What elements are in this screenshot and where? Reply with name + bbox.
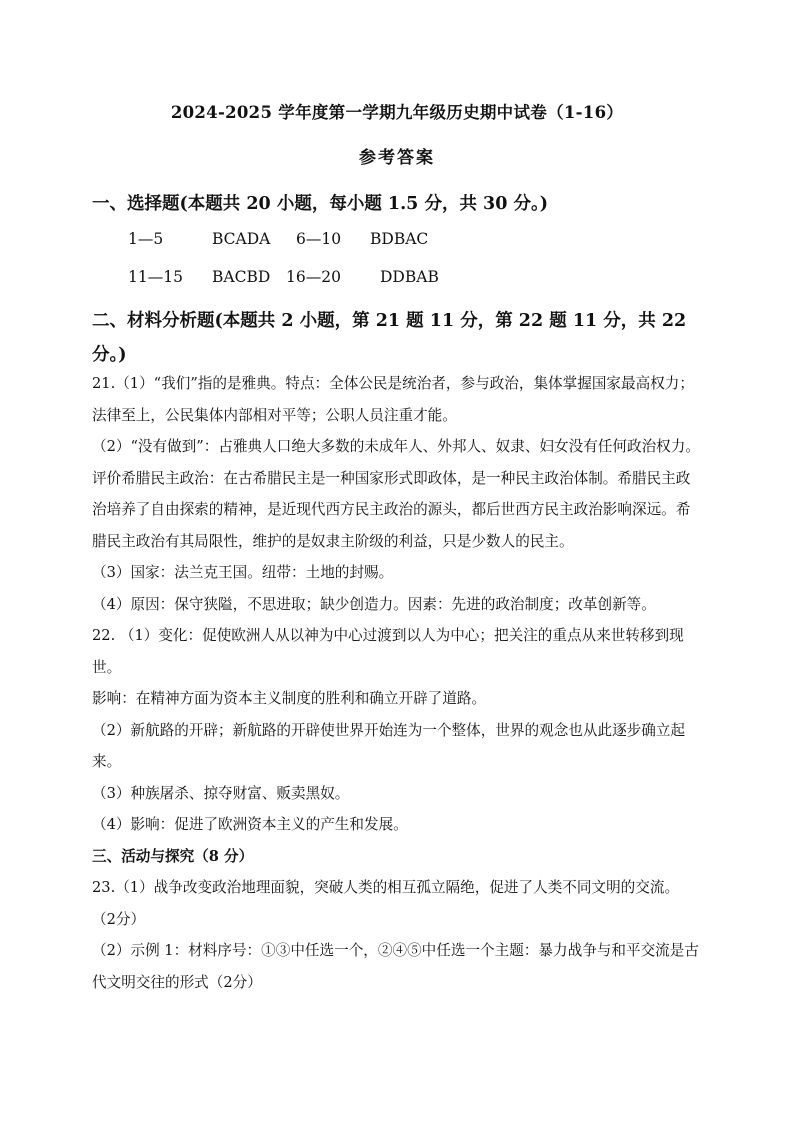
section2-body <box>92 368 704 998</box>
answer-paragraph: （3）种族屠杀、掠夺财富、贩卖黑奴。 <box>92 784 350 802</box>
answer-paragraph: （2）新航路的开辟；新航路的开辟使世界开始连为一个整体，世界的观念也从此逐步确立起来。 <box>92 721 686 770</box>
answer-letters: BCADA <box>212 230 271 248</box>
answer-paragraph: （4）原因：保守狭隘，不思进取；缺少创造力。因素：先进的政治制度；改革创新等。 <box>92 595 656 613</box>
answer-range: 11—15 <box>128 268 183 286</box>
answer-paragraph: （3）国家：法兰克王国。纽带：土地的封赐。 <box>92 564 394 581</box>
section3-heading: 三、活动与探究（8 分） <box>92 847 254 865</box>
section1-heading: 一、选择题(本题共 20 小题，每小题 1.5 分，共 30 分。) <box>92 194 549 214</box>
answer-paragraph: （2）“没有做到”：占雅典人口绝大多数的未成年人、外邦人、奴隶、妇女没有任何政治权力。评价希腊民主政治：在古希腊民主是一种国家形式即政体，是一种民主政治体制。希腊民主政治培养了自由探索的精神，是近现代西方民主政治的源头，都后世西方民主政治影响深远。希腊民主政治有其局限性，维护的是奴隶主阶级的利益，只是少数人的民主。 <box>92 438 700 550</box>
answer-paragraph: （2）示例 1：材料序号：①③中任选一个，②④⑤中任选一个主题：暴力战争与和平交流是古代文明交往的形式（2分） <box>92 942 699 991</box>
answer-paragraph: 21.（1）“我们”指的是雅典。特点：全体公民是统治者，参与政治，集体掌握国家最高权力；法律至上，公民集体内部相对平等；公职人员注重才能。 <box>92 375 694 424</box>
answer-range: 6—10 <box>296 230 342 248</box>
section2-heading-line1: 二、材料分析题(本题共 2 小题，第 21 题 11 分，第 22 题 11 分，共 22 <box>92 311 687 331</box>
answer-range: 1—5 <box>128 230 164 248</box>
page-title: 2024-2025 学年度第一学期九年级历史期中试卷（1-16） <box>170 103 624 122</box>
answer-paragraph: 影响：在精神方面为资本主义制度的胜利和确立开辟了道路。 <box>92 690 487 707</box>
section2-heading-line2: 分。) <box>92 345 127 365</box>
answer-paragraph: 23.（1）战争改变政治地理面貌，突破人类的相互孤立隔绝，促进了人类不同文明的交流。 （2分） <box>92 879 680 928</box>
answer-paragraph: 22. （1）变化：促使欧洲人从以神为中心过渡到以人为中心；把关注的重点从来世转移到现世。 <box>92 627 684 676</box>
answer-letters: BACBD <box>212 268 271 286</box>
answer-letters: DDBAB <box>380 268 439 286</box>
answer-paragraph: （4）影响：促进了欧洲资本主义的产生和发展。 <box>92 816 408 833</box>
page-subtitle: 参考答案 <box>359 148 435 168</box>
answer-range: 16—20 <box>286 268 341 286</box>
answer-letters: BDBAC <box>370 230 429 248</box>
